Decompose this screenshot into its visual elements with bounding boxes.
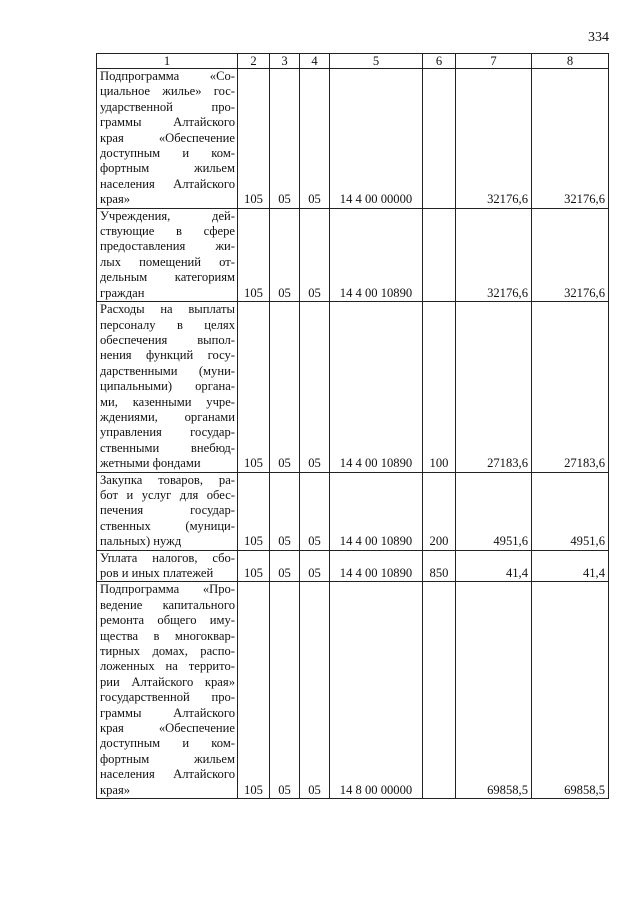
table-row [97,550,609,582]
table-row [97,69,609,209]
code-section-cell: 105 [238,208,270,301]
row-name-line: края «Обеспечение [100,721,235,736]
header-cell: 3 [270,54,300,69]
budget-table [96,53,609,799]
row-name-line: ствующие в сфере [100,224,235,239]
target-article-cell: 14 4 00 10890 [330,550,423,582]
expense-type-cell [423,208,456,301]
row-name-line: циальное жилье» гос- [100,84,235,99]
row-name-cell [97,69,238,209]
expense-type-cell: 100 [423,302,456,472]
header-cell: 7 [456,54,532,69]
table-row [97,208,609,301]
code-subitem-cell: 05 [300,472,330,550]
code-subitem-cell: 05 [300,302,330,472]
row-name-line: края» [100,782,131,797]
code-subsection-cell: 05 [270,550,300,582]
amount-cell: 32176,6 [456,208,532,301]
code-section-cell: 105 [238,69,270,209]
code-section-cell: 105 [238,550,270,582]
row-name-line: ложенных на террито- [100,659,235,674]
row-name-line: пальных) нужд [100,534,182,549]
row-name-line: Учреждения, дей- [100,208,235,223]
target-article-cell: 14 8 00 00000 [330,582,423,799]
row-name-line: жетными фондами [100,456,201,471]
row-name-line: ров и иных платежей [100,566,214,580]
expense-type-cell [423,582,456,799]
table-row [97,472,609,550]
row-name-line: доступным и ком- [100,736,235,751]
code-subitem-cell: 05 [300,550,330,582]
row-name-line: края «Обеспечение [100,130,235,145]
code-subsection-cell: 05 [270,582,300,799]
amount-total-cell: 32176,6 [532,69,609,209]
row-name-line: граммы Алтайского [100,115,235,130]
row-name-line: Уплата налогов, сбо- [100,550,235,565]
row-name-line: ственных (муници- [100,518,235,533]
amount-cell: 27183,6 [456,302,532,472]
amount-cell: 4951,6 [456,472,532,550]
row-name-line: государственной про- [100,690,235,705]
table-row [97,302,609,472]
row-name-line: края» [100,192,131,207]
header-cell: 2 [238,54,270,69]
header-cell: 1 [97,54,238,69]
code-subitem-cell: 05 [300,208,330,301]
row-name-line: ственными внебюд- [100,440,235,455]
row-name-line: ципальными) органа- [100,379,235,394]
row-name-cell [97,550,238,582]
table-header-row [97,54,609,69]
amount-total-cell: 4951,6 [532,472,609,550]
target-article-cell: 14 4 00 10890 [330,302,423,472]
row-name-line: тирных домах, распо- [100,644,235,659]
amount-total-cell: 27183,6 [532,302,609,472]
row-name-line: персоналу в целях [100,317,235,332]
row-name-line: управления государ- [100,425,235,440]
row-name-line: доступным и ком- [100,146,235,161]
code-subsection-cell: 05 [270,208,300,301]
target-article-cell: 14 4 00 10890 [330,472,423,550]
row-name-line: населения Алтайского [100,767,235,782]
code-subitem-cell: 05 [300,582,330,799]
row-name-line: ведение капитального [100,597,235,612]
amount-cell: 32176,6 [456,69,532,209]
row-name-line: фортным жильем [100,161,235,176]
row-name-line: Подпрограмма «Со- [100,69,235,83]
target-article-cell: 14 4 00 10890 [330,208,423,301]
code-section-cell: 105 [238,582,270,799]
row-name-line: печения государ- [100,503,235,518]
amount-cell: 69858,5 [456,582,532,799]
amount-total-cell: 32176,6 [532,208,609,301]
expense-type-cell: 200 [423,472,456,550]
row-name-line: ударственной про- [100,99,235,114]
row-name-line: нения функций госу- [100,348,235,363]
row-name-line: ждениями, органами [100,409,235,424]
row-name-cell [97,302,238,472]
row-name-line: обеспечения выпол- [100,332,235,347]
code-section-cell: 105 [238,302,270,472]
row-name-line: лых помещений от- [100,254,235,269]
code-subitem-cell: 05 [300,69,330,209]
row-name-cell [97,472,238,550]
row-name-line: Расходы на выплаты [100,302,235,317]
row-name-line: рии Алтайского края» [100,674,235,689]
row-name-line: дарственными (муни- [100,363,235,378]
row-name-cell [97,582,238,799]
row-name-line: фортным жильем [100,751,235,766]
row-name-line: дельным категориям [100,270,235,285]
row-name-line: Подпрограмма «Про- [100,582,235,597]
header-cell: 4 [300,54,330,69]
expense-type-cell [423,69,456,209]
row-name-line: ми, казенными учре- [100,394,235,409]
amount-total-cell: 69858,5 [532,582,609,799]
code-subsection-cell: 05 [270,69,300,209]
row-name-line: Закупка товаров, ра- [100,472,235,487]
amount-cell: 41,4 [456,550,532,582]
header-cell: 6 [423,54,456,69]
row-name-line: щества в многоквар- [100,628,235,643]
row-name-line: ремонта общего иму- [100,613,235,628]
table-row [97,582,609,799]
code-section-cell: 105 [238,472,270,550]
row-name-line: граммы Алтайского [100,705,235,720]
row-name-line: граждан [100,285,145,300]
row-name-cell [97,208,238,301]
target-article-cell: 14 4 00 00000 [330,69,423,209]
code-subsection-cell: 05 [270,302,300,472]
header-cell: 5 [330,54,423,69]
row-name-line: бот и услуг для обес- [100,487,235,502]
header-cell: 8 [532,54,609,69]
code-subsection-cell: 05 [270,472,300,550]
page-number: 334 [588,30,609,45]
amount-total-cell: 41,4 [532,550,609,582]
expense-type-cell: 850 [423,550,456,582]
row-name-line: предоставления жи- [100,239,235,254]
row-name-line: населения Алтайского [100,176,235,191]
